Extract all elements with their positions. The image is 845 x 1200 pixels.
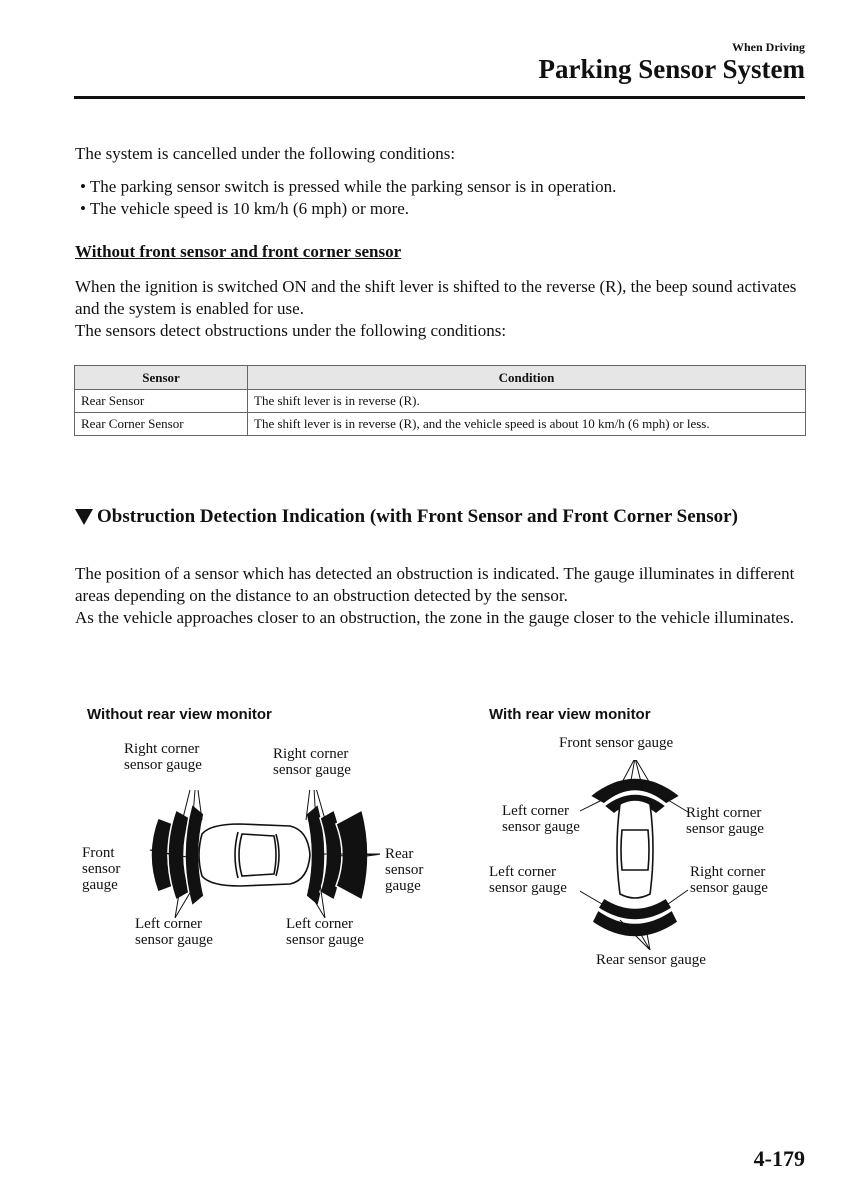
conditions-table bbox=[74, 365, 806, 436]
column-header: Condition bbox=[248, 366, 806, 390]
figure-caption-right: With rear view monitor bbox=[489, 706, 651, 723]
paragraph-ignition: When the ignition is switched ON and the shift lever is shifted to the reverse (R), the beep sound activates and the system is enabled for use. The sensors detect obstructions under the following conditions: bbox=[75, 277, 797, 340]
table-cell: The shift lever is in reverse (R). bbox=[248, 390, 806, 413]
table-cell: The shift lever is in reverse (R), and the vehicle speed is about 10 km/h (6 mph) or less. bbox=[248, 413, 806, 436]
table-row bbox=[75, 413, 806, 436]
car-top-view-icon bbox=[617, 800, 653, 898]
label-rear-sensor-gauge: Rear sensor gauge bbox=[596, 952, 706, 968]
paragraph-indication: The position of a sensor which has detected an obstruction is indicated. The gauge illuminates in different areas depending on the distance to an obstruction detected by the sensor. As the vehicle approaches closer to an obstruction, the zone in the gauge closer to the vehicle illuminates. bbox=[75, 564, 795, 627]
section-heading bbox=[75, 506, 795, 528]
table-header-row bbox=[75, 366, 806, 390]
label-left-corner-1: Left corner sensor gauge bbox=[135, 916, 213, 948]
page-title: Parking Sensor System bbox=[538, 54, 805, 84]
rear-gauge-arcs bbox=[592, 898, 678, 937]
table-row bbox=[75, 390, 806, 413]
car-top-view-icon bbox=[199, 824, 310, 886]
page-number: 4-179 bbox=[753, 1146, 805, 1171]
figure-caption-left: Without rear view monitor bbox=[87, 706, 272, 723]
table-cell: Rear Sensor bbox=[75, 390, 248, 413]
list-item: • The parking sensor switch is pressed while the parking sensor is in operation. bbox=[80, 177, 617, 196]
label-left-corner-2: Left corner sensor gauge bbox=[286, 916, 364, 948]
triangle-marker-icon bbox=[75, 506, 97, 528]
title-rule bbox=[74, 96, 805, 99]
gauge-diagram-right bbox=[580, 760, 690, 950]
subheading: Without front sensor and front corner sensor bbox=[75, 242, 402, 261]
gauge-diagram-left bbox=[140, 790, 380, 920]
label-front-sensor: Front sensor gauge bbox=[82, 845, 121, 893]
label-front-sensor-gauge: Front sensor gauge bbox=[559, 735, 674, 751]
label-right-corner-1: Right corner sensor gauge bbox=[124, 741, 202, 773]
label-left-corner-bottom: Left corner sensor gauge bbox=[489, 864, 567, 896]
cancel-conditions-list bbox=[80, 176, 616, 220]
label-right-corner-top: Right corner sensor gauge bbox=[686, 805, 764, 837]
label-right-corner-2: Right corner sensor gauge bbox=[273, 746, 351, 778]
label-right-corner-bottom: Right corner sensor gauge bbox=[690, 864, 768, 896]
label-left-corner-top: Left corner sensor gauge bbox=[502, 803, 580, 835]
table-cell: Rear Corner Sensor bbox=[75, 413, 248, 436]
column-header: Sensor bbox=[75, 366, 248, 390]
section-heading-text: Obstruction Detection Indication (with Front Sensor and Front Corner Sensor) bbox=[97, 506, 738, 527]
label-rear-sensor: Rear sensor gauge bbox=[385, 846, 424, 894]
list-item: • The vehicle speed is 10 km/h (6 mph) or more. bbox=[80, 199, 410, 218]
section-label: When Driving bbox=[731, 40, 805, 54]
intro-text: The system is cancelled under the following conditions: bbox=[75, 144, 456, 163]
